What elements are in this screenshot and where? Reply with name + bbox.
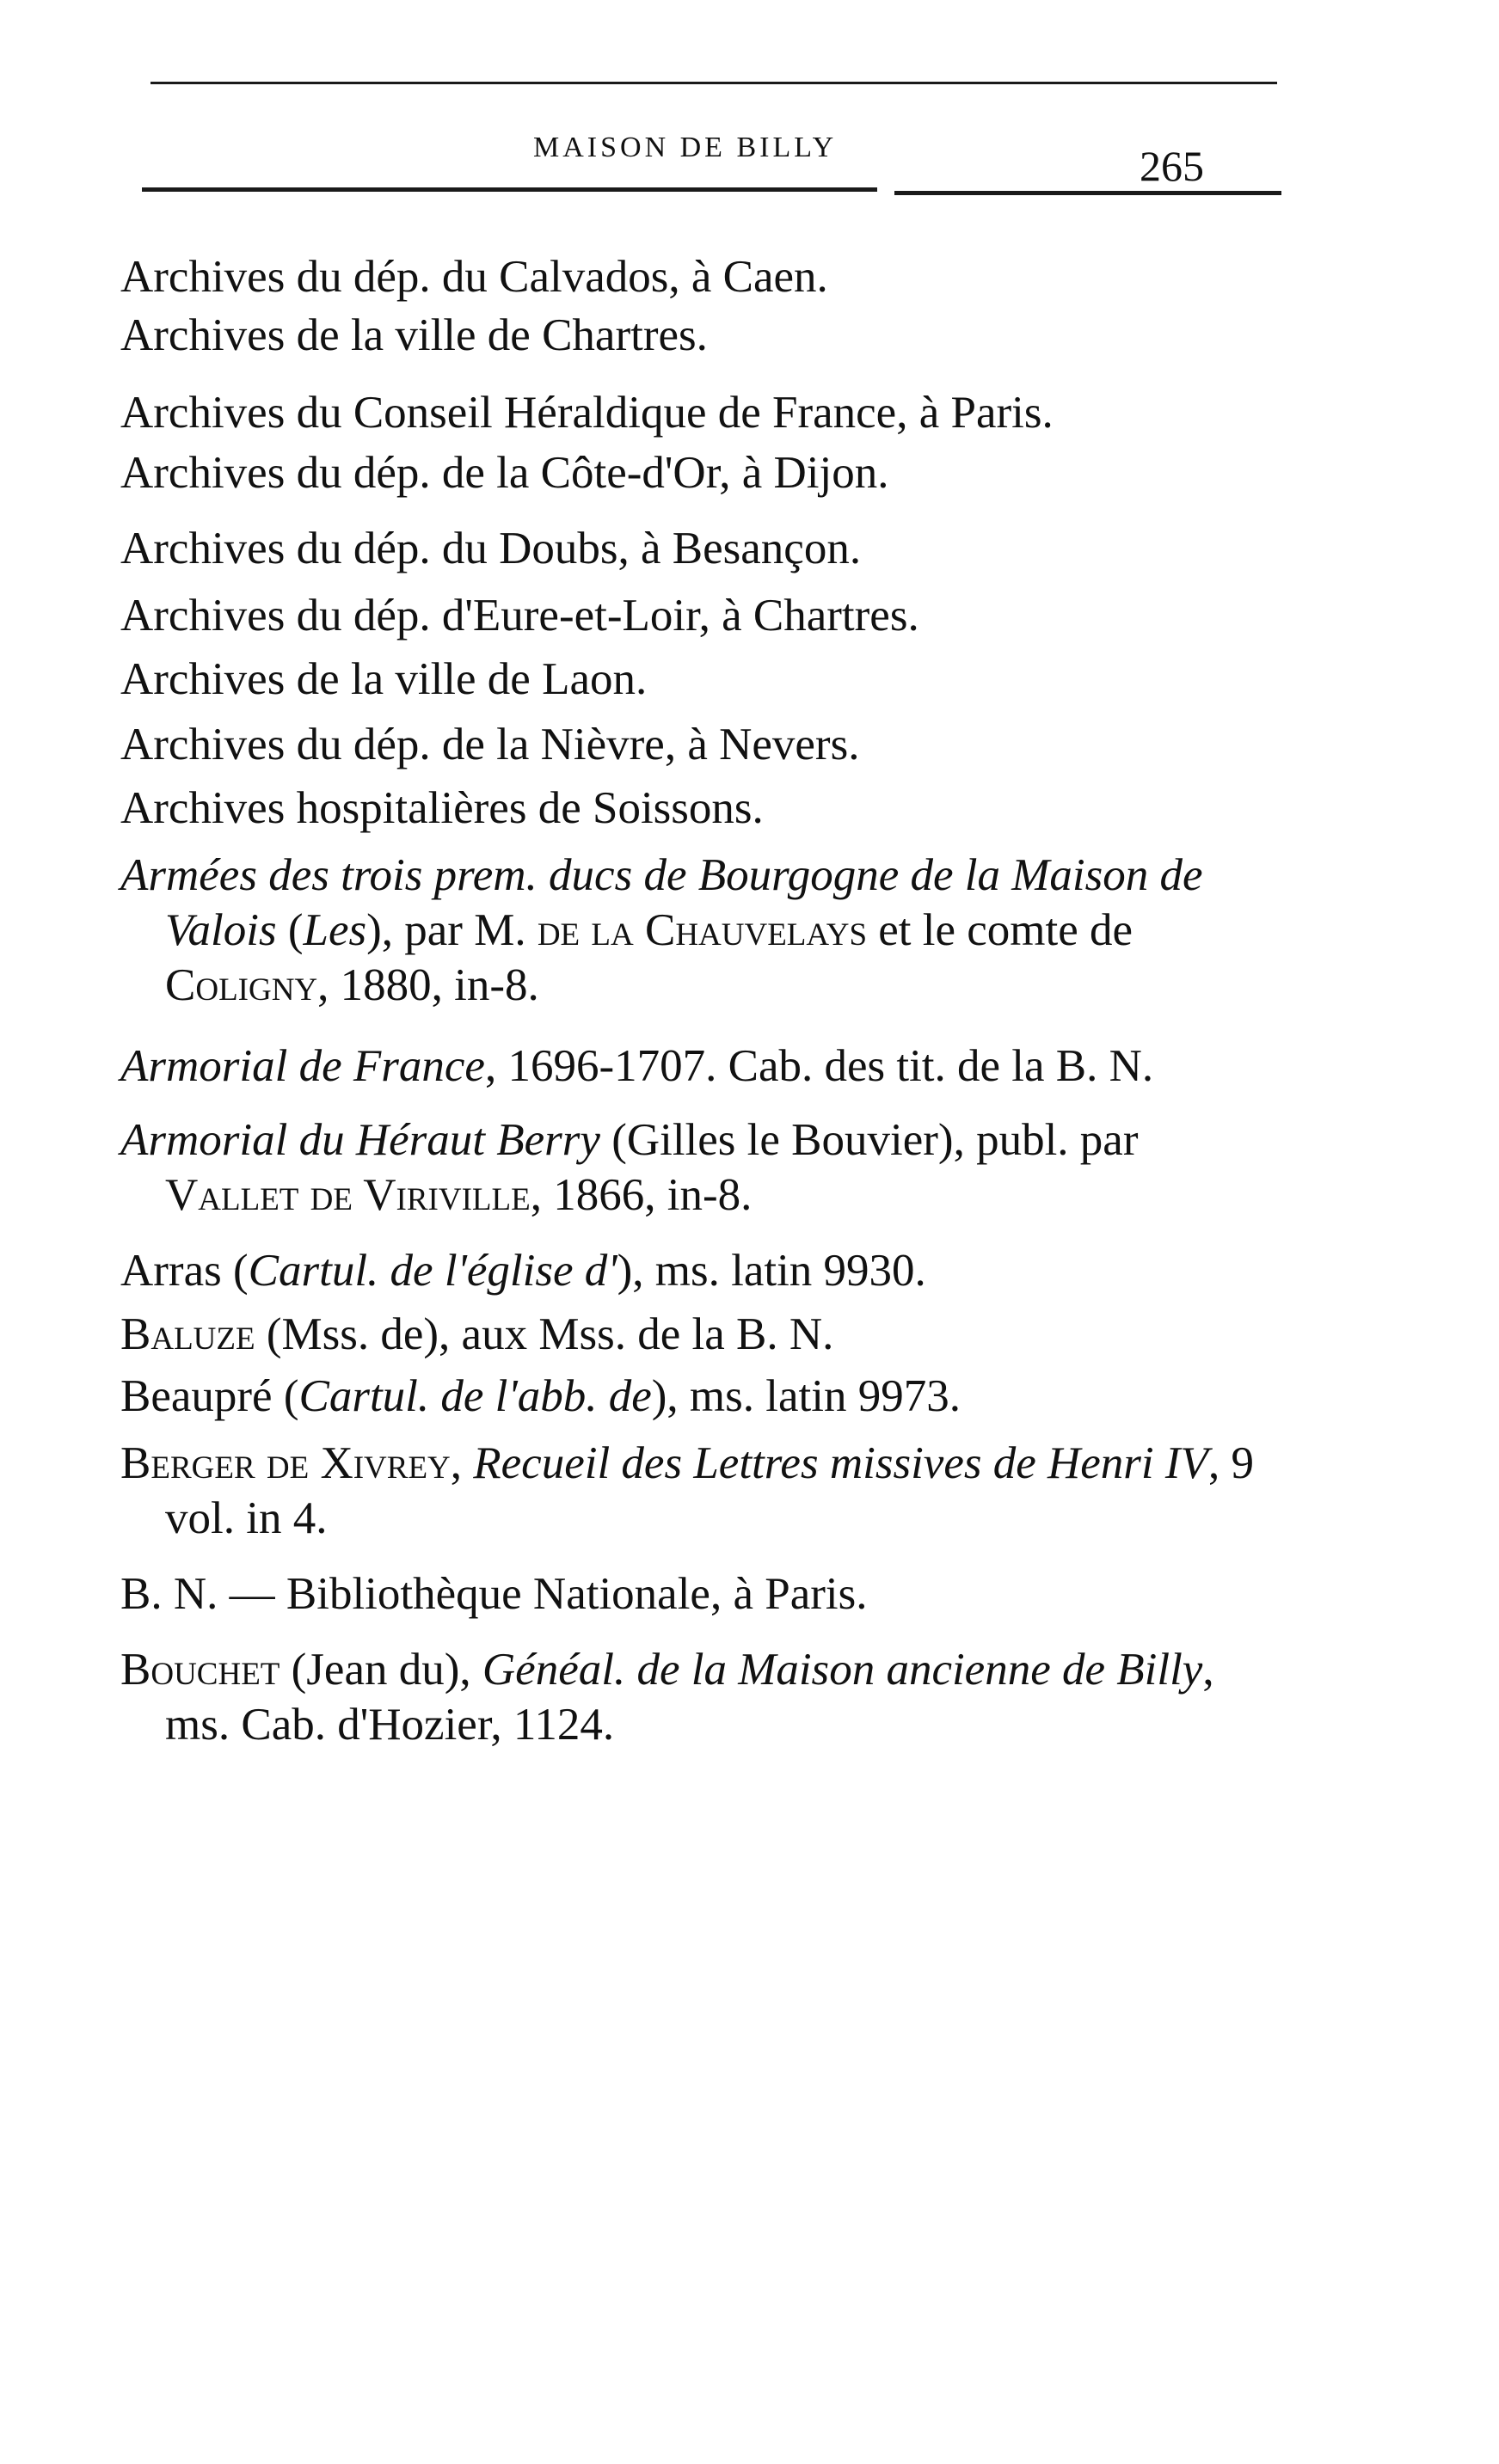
bibliography-entry [120,1243,1277,1298]
entry-text: ), ms. latin 9930. [617,1246,926,1296]
italic-title-text: Cartul. de l'abb. de [298,1371,652,1421]
bibliography-entry [120,1369,1277,1424]
bibliography-entry [120,249,1277,304]
entry-text: ( [276,905,304,955]
bibliography-entry [120,1566,1277,1621]
header-bottom-rule-left [142,187,877,192]
small-caps-name-text: Vallet de Viriville [165,1170,531,1220]
header-bottom-rule-right [894,191,1281,195]
entry-text: Archives de la ville de Chartres. [120,310,708,360]
bibliography-entry [120,1112,1277,1223]
bibliography-entry [120,588,1277,643]
bibliography-entry [120,385,1277,440]
small-caps-name-text: Bouchet [120,1645,280,1695]
bibliography-entry [120,1039,1277,1094]
entry-text: B. N. — Bibliothèque Nationale, à Paris. [120,1569,868,1619]
entry-text: Arras ( [120,1246,249,1296]
entry-text: (Mss. de), aux Mss. de la B. N. [255,1309,834,1359]
italic-title-text: Armorial de France [120,1041,485,1091]
entry-text: Archives du dép. d'Eure-et-Loir, à Chartres. [120,591,919,641]
bibliography-entry [120,1436,1277,1546]
entry-text: , 1880, in-8. [317,960,539,1010]
small-caps-name-text: Coligny [165,960,318,1010]
italic-title-text: Recueil des Lettres missives de Henri IV [473,1438,1208,1488]
bibliography-list [120,249,1277,1768]
small-caps-name-text: Baluze [120,1309,255,1359]
entry-text: Beaupré ( [120,1371,299,1421]
entry-text: , [450,1438,474,1488]
bibliography-entry [120,1307,1277,1362]
italic-title-text: Cartul. de l'église d' [248,1246,617,1296]
running-title: MAISON DE BILLY [533,132,838,163]
italic-title-text: Armorial du Héraut Berry [120,1115,600,1165]
bibliography-entry [120,652,1277,707]
entry-text: , 9 vol. in 4. [165,1438,1254,1543]
bibliography-entry [120,781,1277,836]
entry-text: , ms. Cab. d'Hozier, 1124. [165,1645,1214,1750]
entry-text: Archives du dép. de la Nièvre, à Nevers. [120,720,860,769]
entry-text: Archives du dép. du Doubs, à Besançon. [120,524,862,573]
entry-text: Archives hospitalières de Soissons. [120,783,764,833]
entry-text: et le comte de [867,905,1133,955]
entry-text: ), ms. latin 9973. [651,1371,961,1421]
bibliography-entry [120,308,1277,363]
italic-title-text: Armées des trois prem. ducs de Bourgogne de la Maison de Valois [120,850,1203,955]
header-top-rule [151,82,1277,84]
bibliography-entry [120,445,1277,500]
italic-title-text: Généal. de la Maison ancienne de Billy [482,1645,1203,1695]
small-caps-name-text: Berger de Xivrey [120,1438,451,1488]
bibliography-entry [120,848,1277,1013]
entry-text: (Jean du), [280,1645,482,1695]
bibliography-entry [120,1642,1277,1752]
small-caps-name-text: de la Chauvelays [537,905,868,955]
entry-text: ), par M. [366,905,538,955]
entry-text: Archives du dép. de la Côte-d'Or, à Dijon. [120,448,889,498]
entry-text: Archives du Conseil Héraldique de France, à Paris. [120,388,1054,438]
italic-title-text: Les [303,905,367,955]
page-number: 265 [1140,142,1204,190]
bibliography-entry [120,521,1277,576]
entry-text: (Gilles le Bouvier), publ. par [599,1115,1139,1165]
entry-text: Archives du dép. du Calvados, à Caen. [120,252,828,302]
bibliography-entry [120,717,1277,772]
entry-text: , 1866, in-8. [530,1170,753,1220]
entry-text: , 1696-1707. Cab. des tit. de la B. N. [484,1041,1154,1091]
entry-text: Archives de la ville de Laon. [120,654,648,704]
